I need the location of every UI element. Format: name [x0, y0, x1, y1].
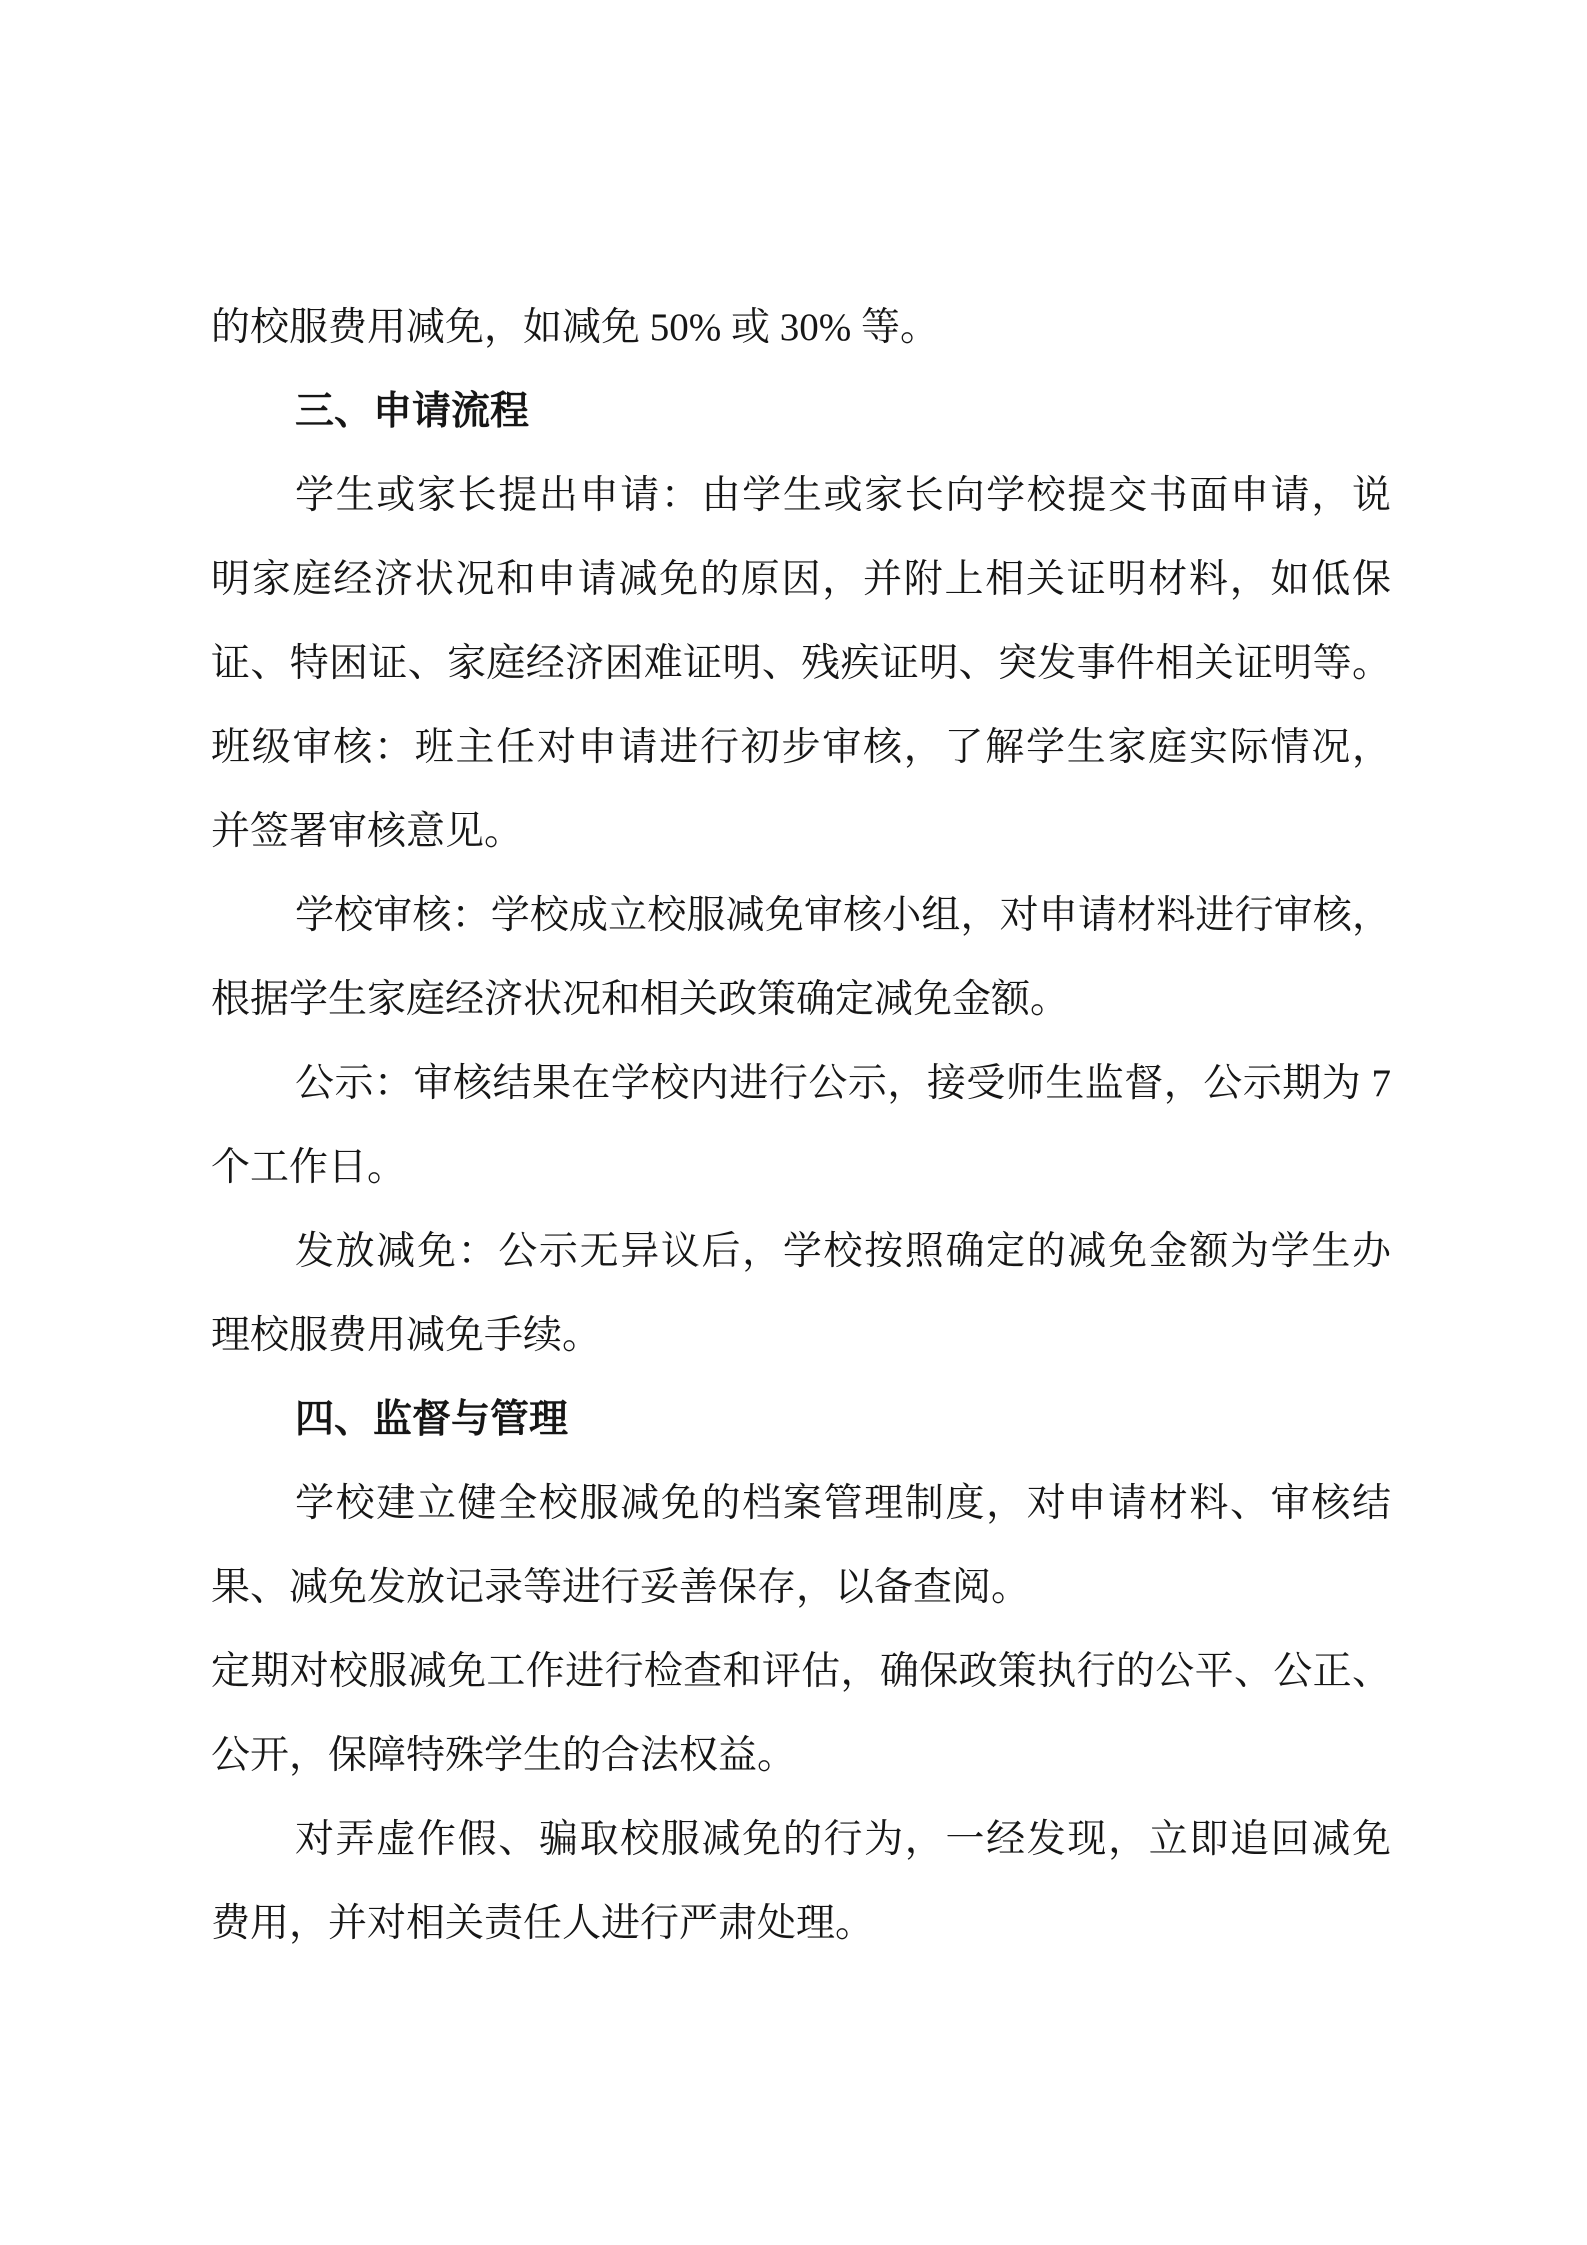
text-line: 学生或家长提出申请：由学生或家长向学校提交书面申请，说	[295, 474, 1391, 517]
text-line: 的校服费用减免，如减免 50% 或 30% 等。	[211, 306, 939, 349]
text-line: 学校审核：学校成立校服减免审核小组，对申请材料进行审核，	[295, 894, 1391, 937]
text-line: 定期对校服减免工作进行检查和评估，确保政策执行的公平、公正、	[211, 1650, 1391, 1693]
text-line: 公示：审核结果在学校内进行公示，接受师生监督，公示期为 7	[295, 1062, 1391, 1105]
text-line: 学校建立健全校服减免的档案管理制度，对申请材料、审核结	[295, 1482, 1391, 1525]
text-line: 费用，并对相关责任人进行严肃处理。	[211, 1902, 875, 1945]
text-line: 证、特困证、家庭经济困难证明、残疾证明、突发事件相关证明等。	[211, 642, 1391, 685]
text-line: 并签署审核意见。	[211, 810, 524, 853]
text-line: 理校服费用减免手续。	[211, 1314, 602, 1357]
text-line: 个工作日。	[211, 1146, 407, 1189]
text-line: 对弄虚作假、骗取校服减免的行为，一经发现，立即追回减免	[295, 1818, 1391, 1861]
text-line: 果、减免发放记录等进行妥善保存，以备查阅。	[211, 1566, 1031, 1609]
text-line: 公开，保障特殊学生的合法权益。	[211, 1734, 797, 1777]
section-heading: 三、申请流程	[295, 390, 530, 433]
text-line: 根据学生家庭经济状况和相关政策确定减免金额。	[211, 978, 1070, 1021]
text-line: 明家庭经济状况和申请减免的原因，并附上相关证明材料，如低保	[211, 558, 1391, 601]
section-heading: 四、监督与管理	[295, 1398, 569, 1441]
document-body	[211, 286, 1391, 1966]
text-line: 发放减免：公示无异议后，学校按照确定的减免金额为学生办	[295, 1230, 1391, 1273]
text-line: 班级审核：班主任对申请进行初步审核，了解学生家庭实际情况，	[211, 726, 1391, 769]
